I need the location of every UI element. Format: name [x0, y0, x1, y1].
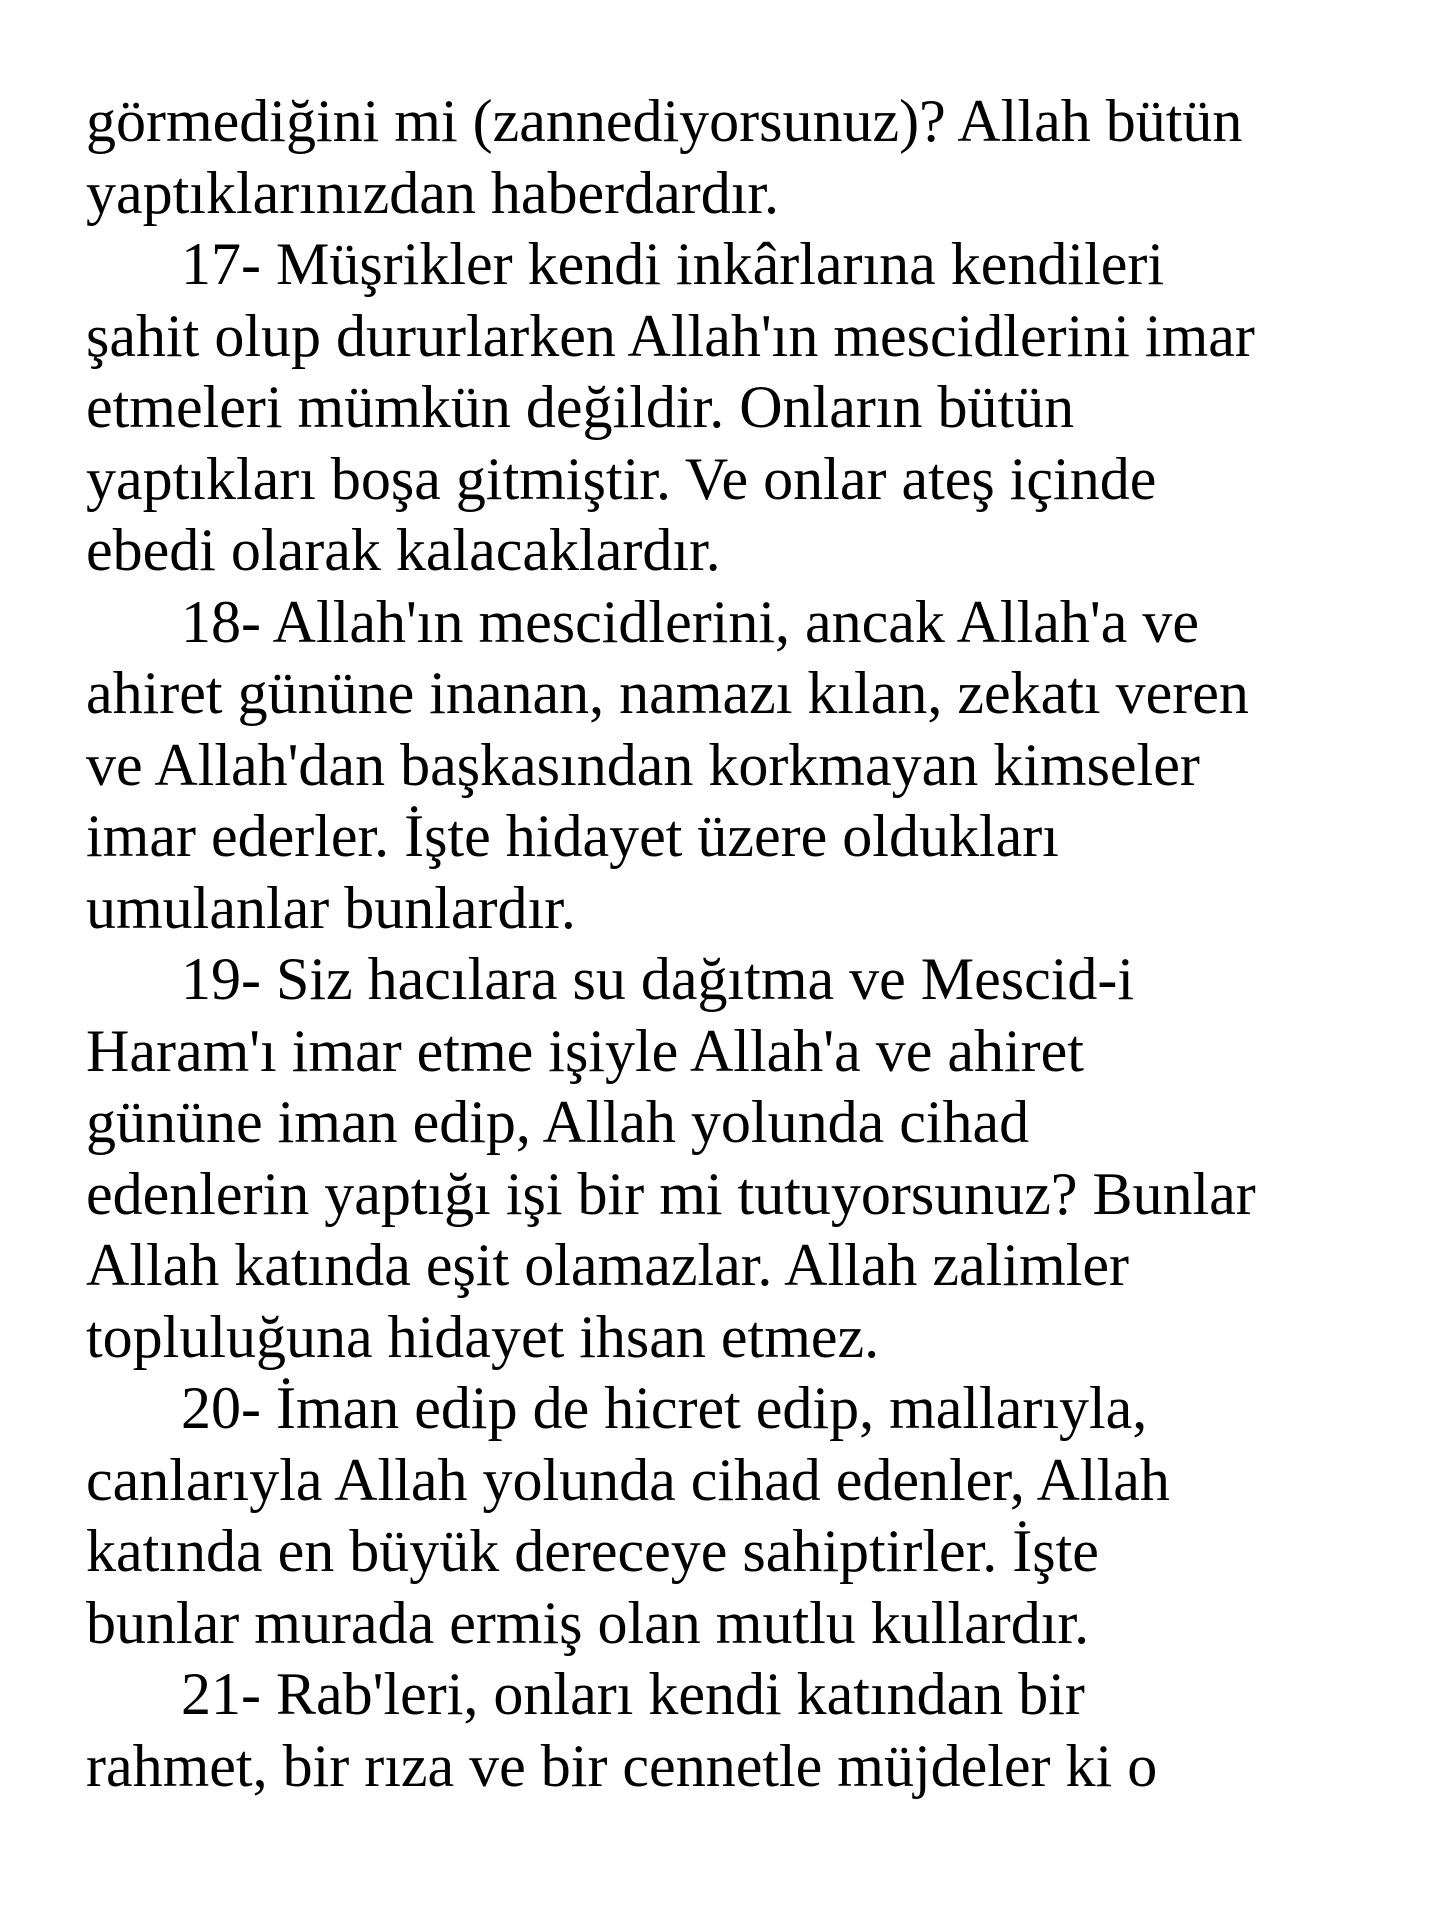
text-line: ahiret gününe inanan, namazı kılan, zekatı veren: [86, 660, 1249, 726]
text-line: imar ederler. İşte hidayet üzere oldukları: [86, 803, 1059, 869]
text-line: bunlar murada ermiş olan mutlu kullardır.: [86, 1589, 1090, 1656]
verse-18-start: 18- Allah'ın mescidlerini, ancak Allah'a ve: [181, 588, 1199, 655]
text-line: etmeleri mümkün değildir. Onların bütün: [86, 374, 1075, 440]
body-text: [86, 86, 1416, 1802]
verse-21-start: 21- Rab'leri, onları kendi katından bir: [181, 1661, 1085, 1727]
text-line: şahit olup dururlarken Allah'ın mescidlerini imar: [86, 302, 1255, 369]
text-line: edenlerin yaptığı işi bir mi tutuyorsunuz? Bunlar: [86, 1160, 1256, 1227]
text-line: görmediğini mi (zannediyorsunuz)? Allah bütün: [86, 88, 1243, 154]
text-line: yaptıkları boşa gitmiştir. Ve onlar ateş içinde: [86, 445, 1157, 512]
text-line: gününe iman edip, Allah yolunda cihad: [86, 1089, 1030, 1155]
text-line: rahmet, bir rıza ve bir cennetle müjdeler ki o: [86, 1732, 1158, 1799]
text-line: Haram'ı imar etme işiyle Allah'a ve ahiret: [86, 1017, 1084, 1084]
text-line: topluluğuna hidayet ihsan etmez.: [86, 1303, 880, 1370]
text-line: canlarıyla Allah yolunda cihad edenler, Allah: [86, 1446, 1170, 1513]
verse-17-start: 17- Müşrikler kendi inkârlarına kendileri: [181, 231, 1165, 297]
text-line: yaptıklarınızdan haberdardır.: [86, 159, 780, 226]
verse-19-start: 19- Siz hacılara su dağıtma ve Mescid-i: [181, 946, 1135, 1012]
text-line: katında en büyük dereceye sahiptirler. İşte: [86, 1518, 1099, 1584]
text-line: Allah katında eşit olamazlar. Allah zalimler: [86, 1232, 1129, 1298]
text-line: ebedi olarak kalacaklardır.: [86, 517, 721, 583]
text-line: ve Allah'dan başkasından korkmayan kimseler: [86, 731, 1200, 798]
text-line: umulanlar bunlardır.: [86, 874, 576, 941]
verse-20-start: 20- İman edip de hicret edip, mallarıyla,: [181, 1375, 1148, 1441]
